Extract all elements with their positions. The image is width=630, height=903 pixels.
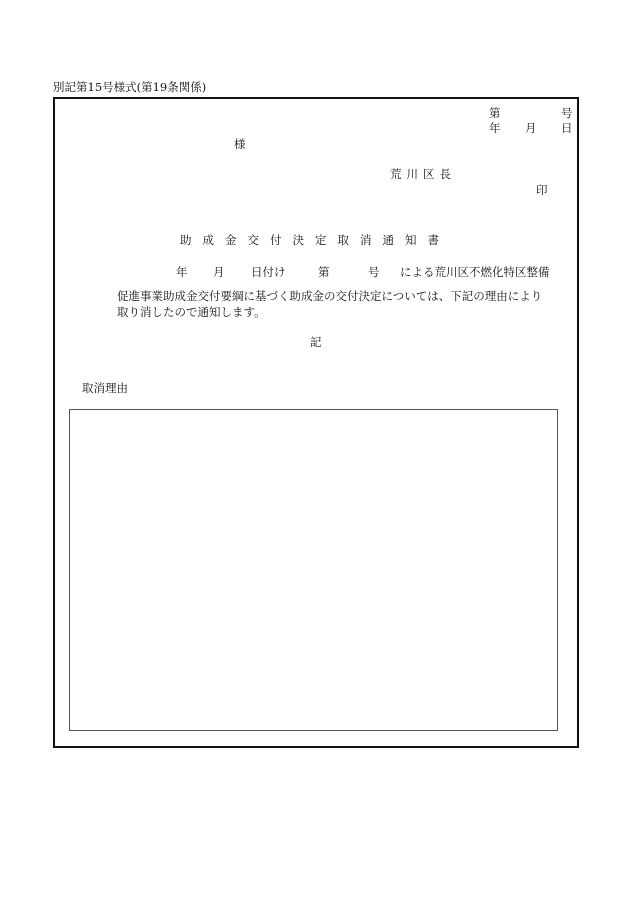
body-month: 月: [213, 265, 225, 279]
date-day: 日: [561, 121, 573, 135]
body-line3: 取り消したので通知します。: [117, 305, 266, 319]
document-title: 助成金交付決定取消通知書: [180, 233, 450, 247]
addressee-suffix: 様: [234, 137, 246, 151]
issuer: 荒川区長: [390, 167, 456, 181]
reason-label: 取消理由: [82, 381, 128, 395]
form-label: 別記第15号様式(第19条関係): [53, 80, 207, 94]
doc-number-suffix: 号: [561, 106, 573, 120]
date-month: 月: [525, 121, 537, 135]
doc-number-prefix: 第: [489, 106, 501, 120]
body-line1: による荒川区不燃化特区整備: [400, 265, 550, 279]
body-no-suffix: 号: [368, 265, 380, 279]
reason-box[interactable]: [69, 409, 558, 731]
date-year: 年: [489, 121, 501, 135]
body-dated: 日付け: [251, 265, 286, 279]
ki-heading: 記: [310, 335, 322, 349]
body-no-prefix: 第: [318, 265, 330, 279]
body-line2: 促進事業助成金交付要綱に基づく助成金の交付決定については、下記の理由により: [117, 289, 543, 303]
seal-mark: 印: [536, 183, 548, 197]
body-year: 年: [176, 265, 188, 279]
